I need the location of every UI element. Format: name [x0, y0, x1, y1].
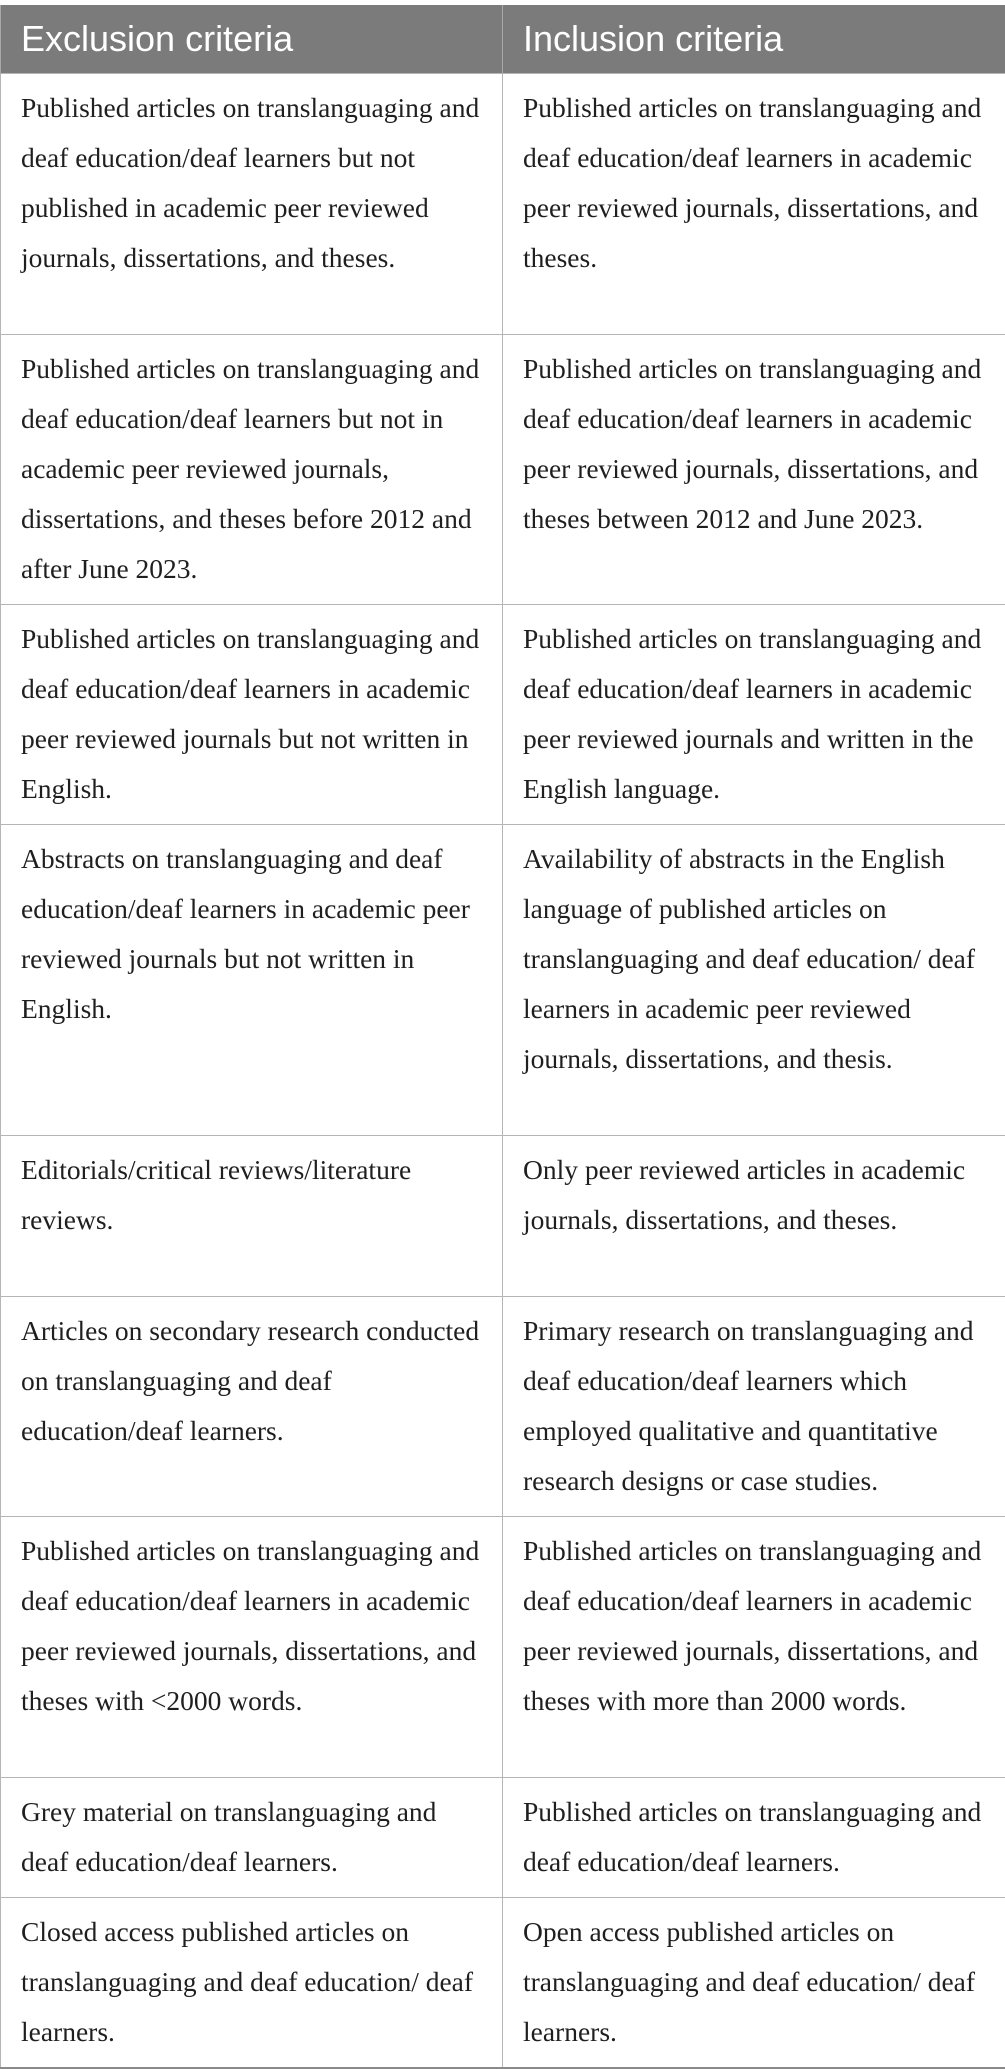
table-header — [1, 5, 1005, 73]
exclusion-cell: Published articles on translanguaging and deaf education/deaf learners but not in academic peer reviewed journals, dissertations, and theses before 2012 and after June 2023. — [1, 334, 503, 604]
table-row — [1, 1296, 1005, 1516]
table-row — [1, 1516, 1005, 1777]
exclusion-cell: Abstracts on translanguaging and deaf education/deaf learners in academic peer reviewed journals but not written in English. — [1, 824, 503, 1135]
table-row — [1, 1777, 1005, 1897]
criteria-table — [0, 5, 1005, 2069]
inclusion-cell: Published articles on translanguaging and deaf education/deaf learners in academic peer reviewed journals, dissertations, and theses between 2012 and June 2023. — [503, 334, 1005, 604]
inclusion-cell: Availability of abstracts in the English language of published articles on translanguaging and deaf education/ deaf learners in academic peer reviewed journals, dissertations, and thesis. — [503, 824, 1005, 1135]
exclusion-cell: Articles on secondary research conducted on translanguaging and deaf education/deaf learners. — [1, 1296, 503, 1516]
header-row — [1, 5, 1005, 73]
exclusion-cell: Published articles on translanguaging and deaf education/deaf learners but not published in academic peer reviewed journals, dissertations, and theses. — [1, 73, 503, 334]
inclusion-cell: Open access published articles on translanguaging and deaf education/ deaf learners. — [503, 1897, 1005, 2068]
table-body — [1, 73, 1005, 2068]
exclusion-cell: Closed access published articles on translanguaging and deaf education/ deaf learners. — [1, 1897, 503, 2068]
inclusion-cell: Published articles on translanguaging and deaf education/deaf learners in academic peer reviewed journals, dissertations, and theses with more than 2000 words. — [503, 1516, 1005, 1777]
table-row — [1, 824, 1005, 1135]
exclusion-cell: Published articles on translanguaging and deaf education/deaf learners in academic peer reviewed journals but not written in English. — [1, 604, 503, 824]
criteria-table-container — [0, 5, 1005, 2069]
header-inclusion-criteria: Inclusion criteria — [503, 5, 1005, 73]
table-row — [1, 1897, 1005, 2068]
inclusion-cell: Published articles on translanguaging and deaf education/deaf learners. — [503, 1777, 1005, 1897]
inclusion-cell: Primary research on translanguaging and deaf education/deaf learners which employed qualitative and quantitative research designs or case studies. — [503, 1296, 1005, 1516]
table-row — [1, 73, 1005, 334]
table-row — [1, 604, 1005, 824]
inclusion-cell: Only peer reviewed articles in academic journals, dissertations, and theses. — [503, 1135, 1005, 1296]
table-row — [1, 1135, 1005, 1296]
inclusion-cell: Published articles on translanguaging and deaf education/deaf learners in academic peer reviewed journals, dissertations, and theses. — [503, 73, 1005, 334]
header-exclusion-criteria: Exclusion criteria — [1, 5, 503, 73]
exclusion-cell: Grey material on translanguaging and deaf education/deaf learners. — [1, 1777, 503, 1897]
inclusion-cell: Published articles on translanguaging and deaf education/deaf learners in academic peer reviewed journals and written in the English language. — [503, 604, 1005, 824]
exclusion-cell: Editorials/critical reviews/literature reviews. — [1, 1135, 503, 1296]
exclusion-cell: Published articles on translanguaging and deaf education/deaf learners in academic peer reviewed journals, dissertations, and theses with <2000 words. — [1, 1516, 503, 1777]
table-row — [1, 334, 1005, 604]
